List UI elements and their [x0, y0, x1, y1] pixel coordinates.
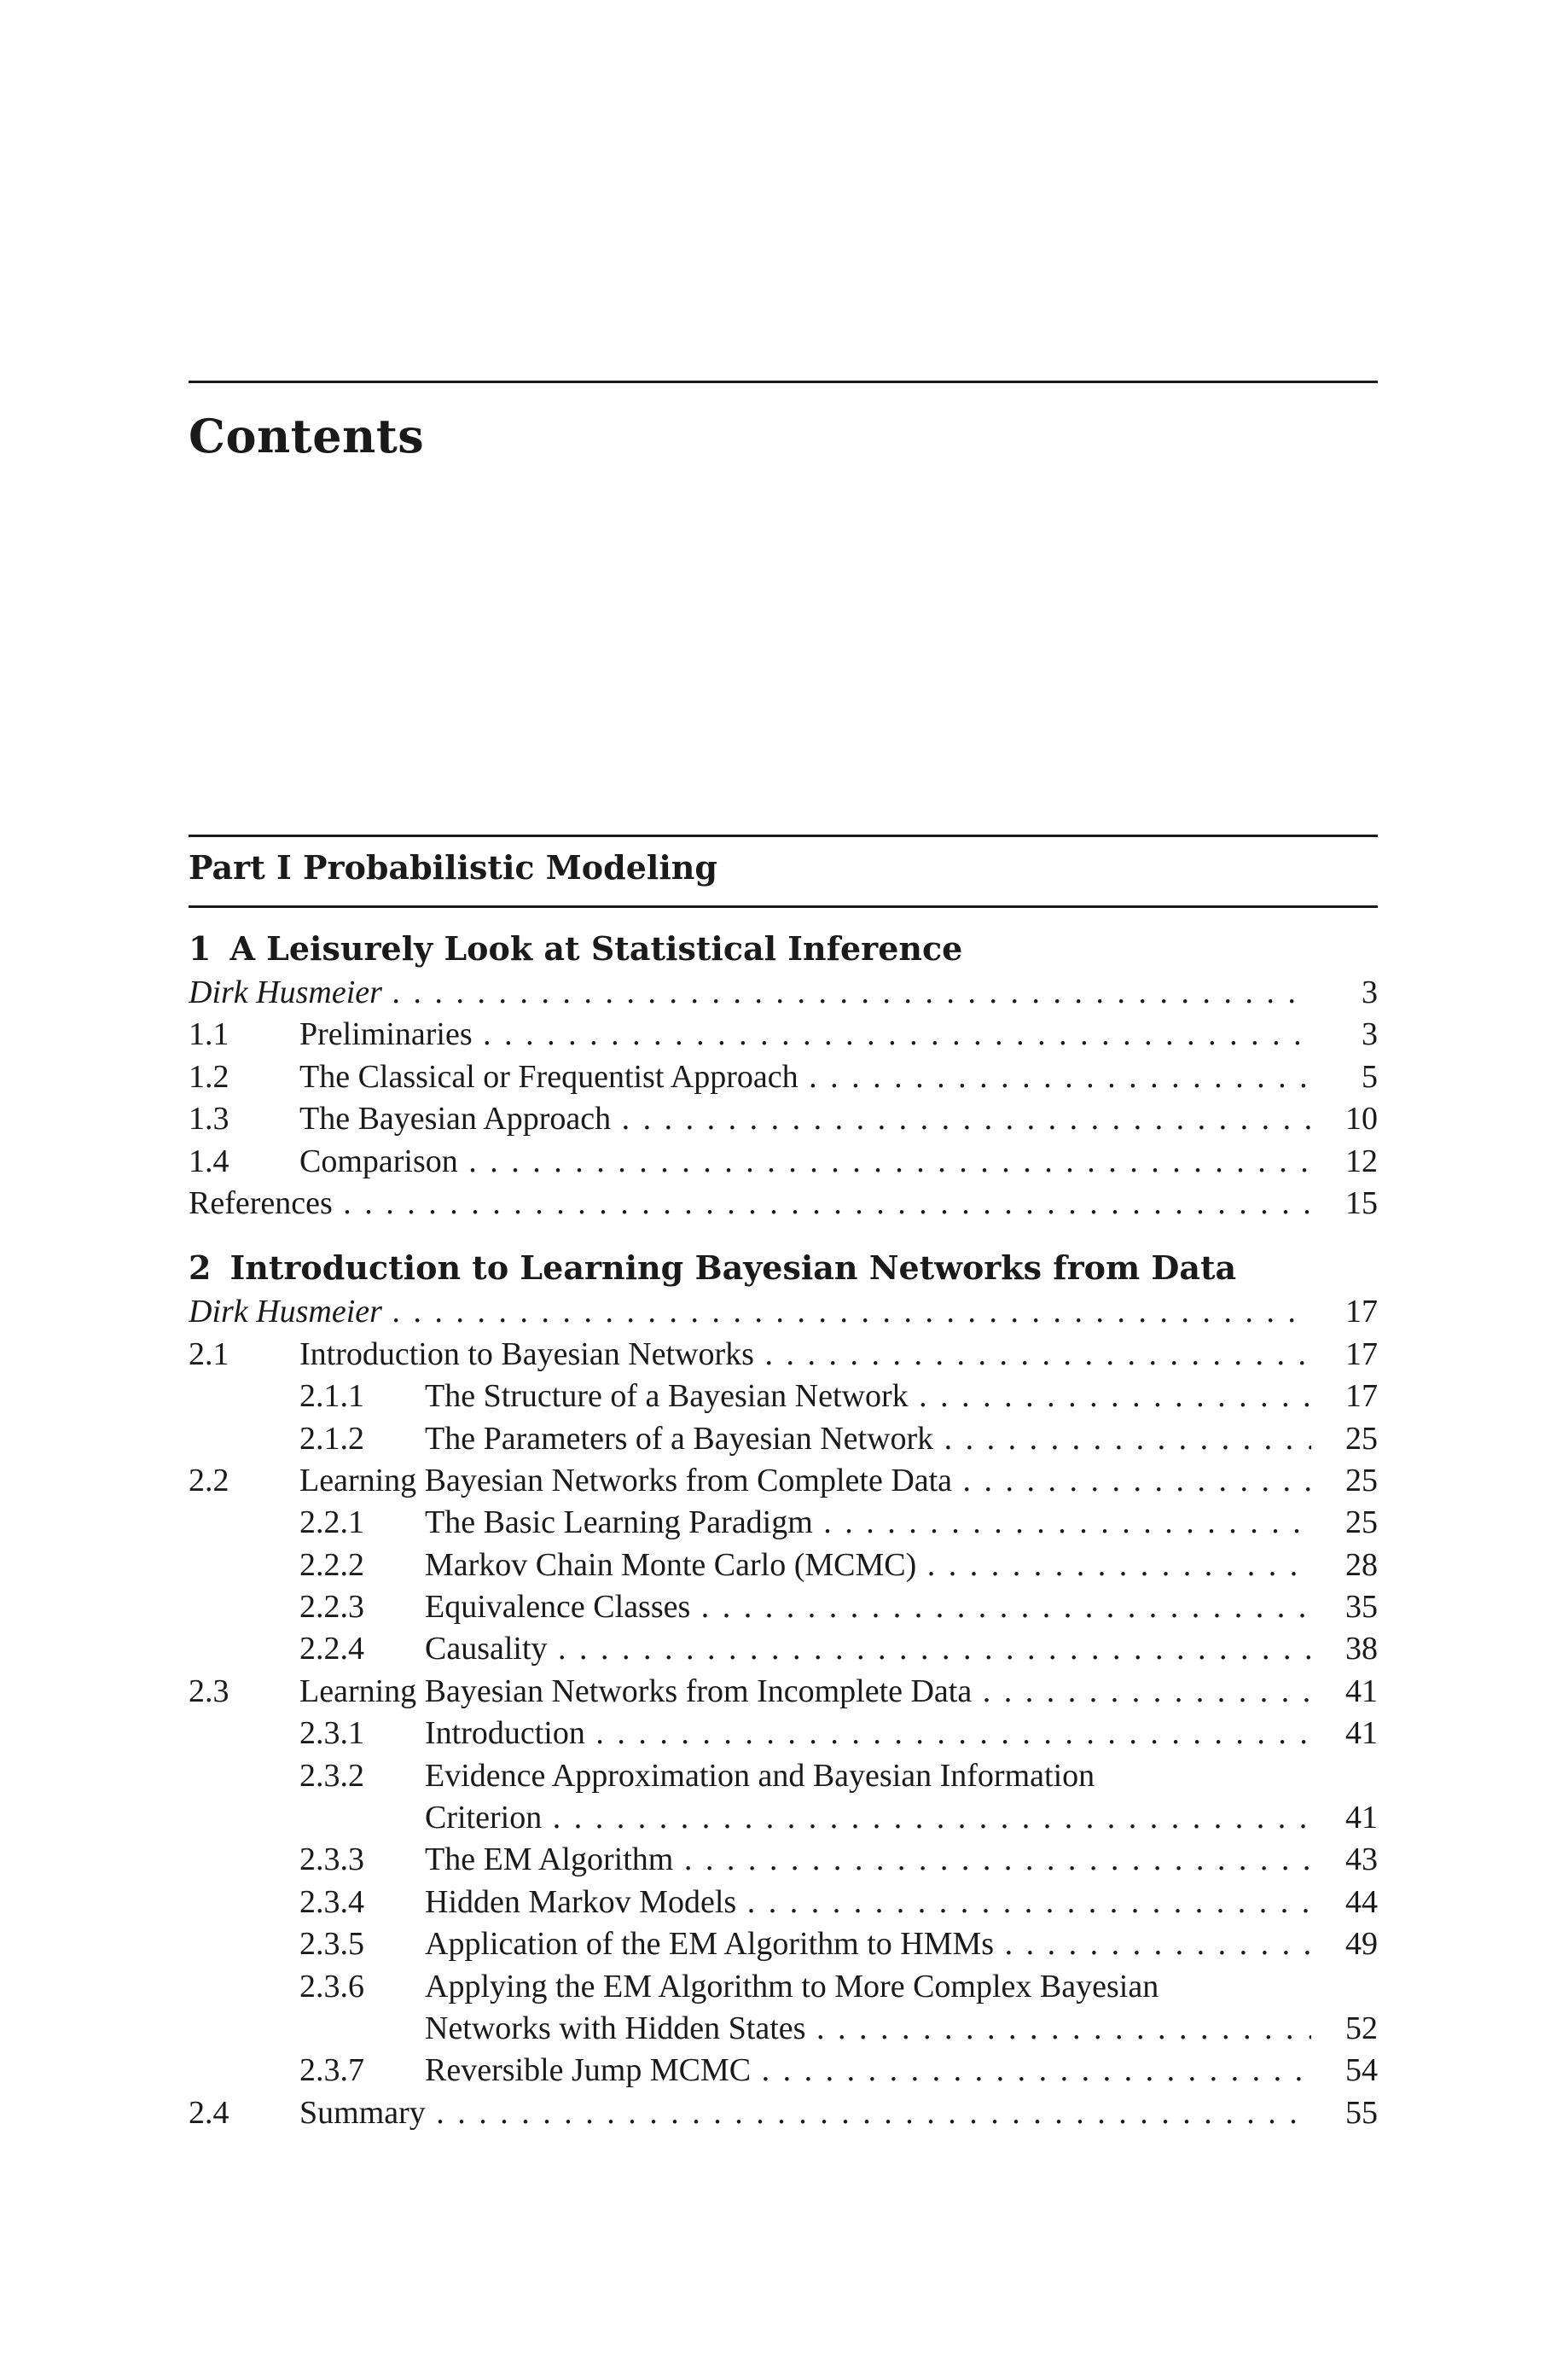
section-number: 2.1: [189, 1335, 229, 1372]
section-title: The Classical or Frequentist Approach . . .: [299, 1056, 1311, 1098]
page-number: 35: [1345, 1589, 1378, 1626]
section-title: Criterion . . .: [425, 1797, 1311, 1839]
section-number: 2.2.3: [299, 1589, 364, 1626]
section-number: 2.3: [189, 1673, 229, 1709]
section-entry[interactable]: [189, 1923, 1378, 1965]
page-number: 17: [1345, 1335, 1378, 1372]
section-title: Learning Bayesian Networks from Incomplete Data . . .: [299, 1671, 1311, 1713]
section-number: 1.2: [189, 1058, 229, 1095]
section-title: Hidden Markov Models . . .: [425, 1882, 1311, 1923]
section-title: The Parameters of a Bayesian Network . . .: [425, 1418, 1311, 1460]
chapter-title[interactable]: [189, 926, 1378, 972]
page-number: 28: [1345, 1546, 1378, 1583]
section-title: Comparison . . .: [299, 1141, 1311, 1183]
section-number: 1.3: [189, 1101, 229, 1137]
section-title: Introduction . . .: [425, 1713, 1311, 1754]
section-title: Preliminaries . . .: [299, 1014, 1311, 1056]
section-number: 2.3.1: [299, 1715, 364, 1752]
section-entry[interactable]: [189, 1545, 1378, 1586]
section-entry[interactable]: [189, 1376, 1378, 1417]
toc-entry[interactable]: [189, 1183, 1378, 1225]
page-number: 41: [1345, 1800, 1378, 1836]
section-title: The Bayesian Approach . . .: [299, 1098, 1311, 1140]
section-entry[interactable]: [189, 2050, 1378, 2092]
page-number: 17: [1345, 1294, 1378, 1330]
part-top-rule: [189, 835, 1378, 837]
section-number: 2.4: [189, 2094, 229, 2131]
section-entry[interactable]: [189, 1882, 1378, 1923]
section-number: 2.1.1: [299, 1378, 364, 1415]
section-title: Networks with Hidden States . . .: [425, 2008, 1311, 2050]
section-entry[interactable]: [189, 1586, 1378, 1628]
chapter-number: 2: [189, 1248, 212, 1288]
section-title: Applying the EM Algorithm to More Complex Bayesian: [425, 1968, 1159, 2004]
page-number: 10: [1345, 1101, 1378, 1137]
section-number: 2.2.2: [299, 1546, 364, 1583]
section-title: Application of the EM Algorithm to HMMs . . .: [425, 1923, 1311, 1965]
section-number: 2.3.2: [299, 1757, 364, 1794]
author-name: Dirk Husmeier . . .: [189, 972, 1311, 1014]
section-entry[interactable]: [189, 1418, 1378, 1460]
page-number: 43: [1345, 1841, 1378, 1878]
chapter-title-text: Introduction to Learning Bayesian Networks from Data: [229, 1248, 1237, 1288]
page-number: 49: [1345, 1926, 1378, 1963]
section-title: Causality . . .: [425, 1628, 1311, 1670]
section-number: 2.3.5: [299, 1926, 364, 1963]
section-number: 2.3.7: [299, 2052, 364, 2089]
section-entry[interactable]: [189, 1098, 1378, 1140]
section-number: 2.2.1: [299, 1504, 364, 1541]
chapter-title-text: A Leisurely Look at Statistical Inference: [229, 929, 963, 968]
page-number: 44: [1345, 1883, 1378, 1920]
section-title: Learning Bayesian Networks from Complete Data . . .: [299, 1460, 1311, 1502]
section-entry[interactable]: [189, 1713, 1378, 1754]
chapter-title[interactable]: [189, 1245, 1378, 1291]
section-number: 2.3.6: [299, 1968, 364, 2004]
section-entry[interactable]: [189, 1502, 1378, 1544]
section-entry[interactable]: [189, 1141, 1378, 1183]
part-title: Part I Probabilistic Modeling: [189, 848, 717, 887]
page-number: 5: [1362, 1058, 1378, 1095]
section-entry[interactable]: [189, 1755, 1378, 1797]
chapter-number: 1: [189, 929, 212, 968]
page-title: Contents: [189, 409, 425, 463]
chapter-gap: [189, 1225, 1378, 1245]
top-rule: [189, 381, 1378, 383]
section-number: 2.1.2: [299, 1420, 364, 1457]
page-number: 15: [1345, 1184, 1378, 1221]
section-title: The Basic Learning Paradigm . . .: [425, 1502, 1311, 1544]
section-entry[interactable]: [189, 2092, 1378, 2134]
page-number: 17: [1345, 1378, 1378, 1415]
section-entry[interactable]: [189, 1014, 1378, 1056]
page-number: 52: [1345, 2010, 1378, 2046]
section-title: Introduction to Bayesian Networks . . .: [299, 1334, 1311, 1376]
page-number: 25: [1345, 1504, 1378, 1541]
author-entry[interactable]: [189, 1291, 1378, 1333]
page-number: 41: [1345, 1715, 1378, 1752]
page-number: 38: [1345, 1631, 1378, 1667]
page-number: 12: [1345, 1143, 1378, 1179]
section-entry[interactable]: [189, 1966, 1378, 2008]
part-bottom-rule: [189, 905, 1378, 908]
section-entry[interactable]: [189, 1628, 1378, 1670]
section-number: 2.2.4: [299, 1631, 364, 1667]
section-entry[interactable]: [189, 1056, 1378, 1098]
section-entry[interactable]: [189, 1460, 1378, 1502]
section-entry[interactable]: [189, 2008, 1378, 2050]
section-entry[interactable]: [189, 1671, 1378, 1713]
table-of-contents: [189, 926, 1378, 2134]
section-entry[interactable]: [189, 1334, 1378, 1376]
page-number: 41: [1345, 1673, 1378, 1709]
section-title: The EM Algorithm . . .: [425, 1839, 1311, 1881]
section-title: The Structure of a Bayesian Network . . .: [425, 1376, 1311, 1417]
section-title: Markov Chain Monte Carlo (MCMC) . . .: [425, 1545, 1311, 1586]
section-number: 1.1: [189, 1016, 229, 1053]
section-title: Evidence Approximation and Bayesian Information: [425, 1757, 1095, 1794]
page-number: 25: [1345, 1420, 1378, 1457]
page-number: 55: [1345, 2094, 1378, 2131]
section-number: 2.3.3: [299, 1841, 364, 1878]
section-number: 2.2: [189, 1462, 229, 1498]
section-title: Reversible Jump MCMC . . .: [425, 2050, 1311, 2092]
author-name: Dirk Husmeier . . .: [189, 1291, 1311, 1333]
page-number: 3: [1362, 1016, 1378, 1053]
section-entry[interactable]: [189, 1797, 1378, 1839]
page-number: 3: [1362, 975, 1378, 1010]
author-entry[interactable]: [189, 972, 1378, 1014]
section-number: 1.4: [189, 1143, 229, 1179]
section-title: Summary . . .: [299, 2092, 1311, 2134]
section-title: Equivalence Classes . . .: [425, 1586, 1311, 1628]
section-number: 2.3.4: [299, 1883, 364, 1920]
page-number: 25: [1345, 1462, 1378, 1498]
section-title: References . . .: [189, 1183, 1311, 1225]
section-entry[interactable]: [189, 1839, 1378, 1881]
page-number: 54: [1345, 2052, 1378, 2089]
